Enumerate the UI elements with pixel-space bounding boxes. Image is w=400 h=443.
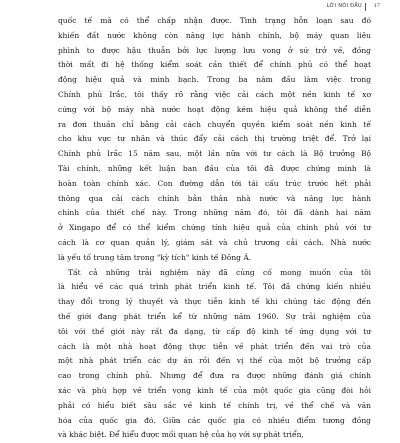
text-line: tôi với thế giới này rất đa dạng, từ cấp độ kinh tế ứng dụng với tư [58,326,371,336]
text-line: là yếu tố trung tâm trong "kỳ tích" kinh tế Đông Á. [58,252,252,262]
paragraph [58,14,371,266]
text-line: Chính phủ Irắc, tôi thấy rõ rằng việc cải cách một nền kinh tế xơ [58,89,371,99]
header-divider [365,3,366,11]
text-line: là hiểu về các quá trình phát triển kinh tế. Tôi đã chứng kiến nhiều [58,282,371,292]
text-line: Tất cả những trải nghiệm này đã củng cố mong muốn của tôi [68,267,371,277]
paragraph [58,266,371,443]
text-line: xác và phù hợp về triển vọng kinh tế của một quốc gia cũng đòi hỏi [58,385,371,395]
text-line: cho khu vực tư nhân và thúc đẩy cải cách thị trường triệt để. Trở lại [58,134,371,144]
text-line: hoàn toàn chính xác. Con đường dẫn tới tái cấu trúc trước hết phải [58,178,371,188]
text-line: động hiệu quả và minh bạch. Trong ba năm đầu làm việc trong [58,75,371,85]
text-line: thông qua cải cách chính bản thân nhà nước và năng lực hành [58,193,371,203]
page-number: 17 [373,3,380,9]
body-text [58,14,371,443]
text-line: ở Xingapo để có thể kiểm chứng tính hiệu quả của chính phủ với tư [58,223,371,233]
text-line: cách là một nhà hoạt động thực tiễn về phát triển đến vai trò của [58,341,371,351]
text-line: thay đổi trong lý thuyết và thực tiễn kinh tế khi chúng tác động đến [58,297,371,307]
text-line: phải có hiểu biết sâu sắc về kinh tế chính trị, về thể chế và văn [58,400,371,410]
text-line: cứng với bộ máy nhà nước hoạt động kém hiệu quả không thể diễn [58,104,371,114]
text-line: một nhà phát triển các dự án rồi đến vị thế của một bộ trưởng cấp [58,356,371,366]
text-line: chính của thiết chế này. Trong những năm đó, tôi đã dành hai năm [58,208,371,218]
text-line: khiến đất nước không còn năng lực hành chính, bộ máy quan liêu [58,30,371,40]
text-line: cao trong chính phủ. Nhưng để đưa ra được những đánh giá chính [58,371,371,381]
text-line: thời mất đi hệ thống kiểm soát cần thiết để chính phủ có thể hoạt [58,60,371,70]
text-line: phình to được hậu thuẫn bởi lực lượng lưu vong ở sứ trở về, đồng [58,45,371,55]
text-line: cách là cơ quan quản lý, giám sát và chủ trương cải cách. Nhà nước [58,237,371,247]
text-line: hóa của quốc gia đó. Giữa các quốc gia có nhiều điểm tương đồng [58,415,371,425]
text-line: và khác biệt. Để hiểu được mối quan hệ của họ với sự phát triển, [58,430,304,440]
text-line: Tài chính, những kết luận ban đầu của tôi đã được chứng minh là [58,163,371,173]
text-line: ra đơn thuần chỉ bằng cải cách chuyển quyền kiểm soát nền kinh tế [58,119,371,129]
running-header-title: LỜI NÓI ĐẦU [326,3,362,9]
text-line: thế giới đang phát triển kể từ những năm 1960. Sự trải nghiệm của [58,311,371,321]
text-line: Chính phủ Irắc 15 năm sau, một lần nữa với tư cách là Bộ trưởng Bộ [58,149,371,159]
text-line: quốc tế mà có thể chấp nhận được. Tình trạng hỗn loạn sau đó [58,16,371,25]
